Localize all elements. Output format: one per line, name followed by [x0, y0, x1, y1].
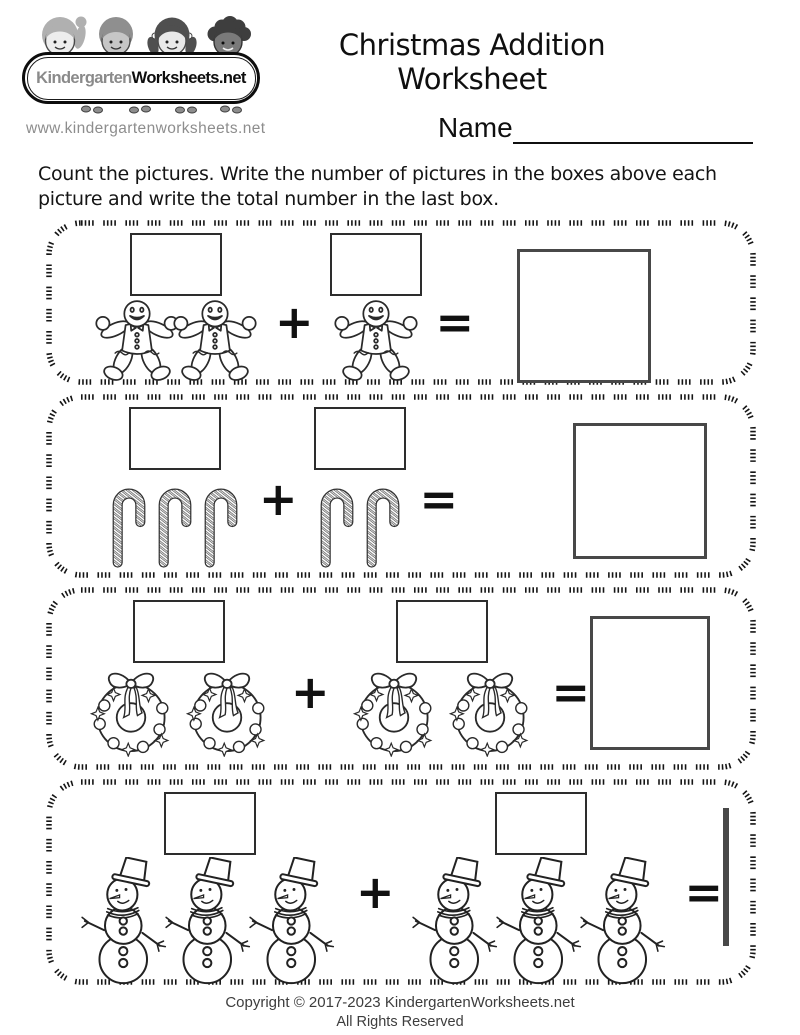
- logo-text-worksheets-net: Worksheets.net: [131, 68, 246, 87]
- left-addend-group: [83, 600, 275, 757]
- snowman-icon: [579, 857, 671, 985]
- wreath-icon: [179, 665, 275, 757]
- right-pictures-wreath: [346, 665, 538, 757]
- snowman-icon: [248, 857, 340, 985]
- problem-row-2-candy-cane: [45, 393, 757, 579]
- copyright-line: Copyright © 2017-2023 KindergartenWorksheets.net: [225, 994, 575, 1011]
- gingerbread-man-icon: [93, 298, 181, 382]
- rights-line: All Rights Reserved: [336, 1014, 464, 1031]
- plus-sign: +: [291, 665, 330, 719]
- left-pictures-candy-cane: [107, 472, 243, 568]
- right-addend-group: [346, 600, 538, 757]
- name-label: Name: [438, 112, 513, 143]
- candy-cane-icon: [199, 472, 243, 568]
- right-pictures-gingerbread-man: [332, 298, 420, 382]
- plus-sign: +: [259, 472, 298, 526]
- right-pictures-snowman: [411, 857, 671, 985]
- left-count-box[interactable]: [129, 407, 221, 470]
- page-title: Christmas Addition Worksheet: [338, 28, 606, 96]
- name-row: [438, 112, 753, 144]
- candy-cane-icon: [153, 472, 197, 568]
- logo-banner: [22, 52, 260, 104]
- plus-sign: +: [275, 295, 314, 349]
- equals-sign: =: [419, 472, 459, 526]
- snowman-icon: [80, 857, 172, 985]
- candy-cane-icon: [315, 472, 359, 568]
- logo-text-kindergarten: Kindergarten: [36, 68, 132, 87]
- left-count-box[interactable]: [130, 233, 222, 296]
- left-addend-group: [107, 407, 243, 568]
- logo-text: [36, 69, 246, 88]
- right-count-box[interactable]: [396, 600, 488, 663]
- equals-sign: =: [551, 665, 591, 719]
- snowman-icon: [411, 857, 503, 985]
- left-count-box[interactable]: [164, 792, 256, 855]
- candy-cane-icon: [361, 472, 405, 568]
- gingerbread-man-icon: [332, 298, 420, 382]
- wreath-icon: [442, 665, 538, 757]
- equals-sign: =: [435, 295, 475, 349]
- right-count-box[interactable]: [330, 233, 422, 296]
- right-addend-group: [330, 233, 422, 382]
- problem-row-4-snowman: [45, 778, 757, 986]
- site-logo: [22, 8, 260, 116]
- wreath-icon: [83, 665, 179, 757]
- wreath-icon: [346, 665, 442, 757]
- right-count-box[interactable]: [314, 407, 406, 470]
- right-pictures-candy-cane: [315, 472, 405, 568]
- snowman-icon: [164, 857, 256, 985]
- problems-list: [0, 219, 800, 986]
- sum-answer-box[interactable]: [590, 616, 710, 750]
- left-pictures-wreath: [83, 665, 275, 757]
- left-addend-group: [93, 233, 259, 382]
- header: [0, 0, 800, 219]
- problem-row-1-gingerbread-man: [45, 219, 757, 386]
- right-addend-group: [411, 792, 671, 985]
- kid-girl-ponytail: [42, 17, 88, 56]
- gingerbread-man-icon: [171, 298, 259, 382]
- kid-boy-short-hair: [99, 17, 133, 55]
- left-pictures-snowman: [80, 857, 340, 985]
- right-count-box[interactable]: [495, 792, 587, 855]
- sum-answer-box[interactable]: [723, 808, 729, 946]
- left-pictures-gingerbread-man: [93, 298, 259, 382]
- plus-sign: +: [356, 865, 395, 919]
- left-count-box[interactable]: [133, 600, 225, 663]
- footer: [0, 993, 800, 1033]
- snowman-icon: [495, 857, 587, 985]
- equals-sign: =: [684, 865, 724, 919]
- sum-answer-box[interactable]: [573, 423, 707, 559]
- right-addend-group: [314, 407, 406, 568]
- left-addend-group: [80, 792, 340, 985]
- instructions-text: Count the pictures. Write the number of pictures in the boxes above each picture and write the total number in the last box.: [38, 163, 717, 211]
- sum-answer-box[interactable]: [517, 249, 651, 383]
- kid-girl-pigtails: [145, 18, 198, 57]
- problem-row-3-wreath: [45, 586, 757, 771]
- candy-cane-icon: [107, 472, 151, 568]
- website-url: www.kindergartenworksheets.net: [26, 120, 266, 137]
- name-input-line[interactable]: [513, 114, 753, 144]
- kid-boy-curly-hair: [208, 16, 252, 56]
